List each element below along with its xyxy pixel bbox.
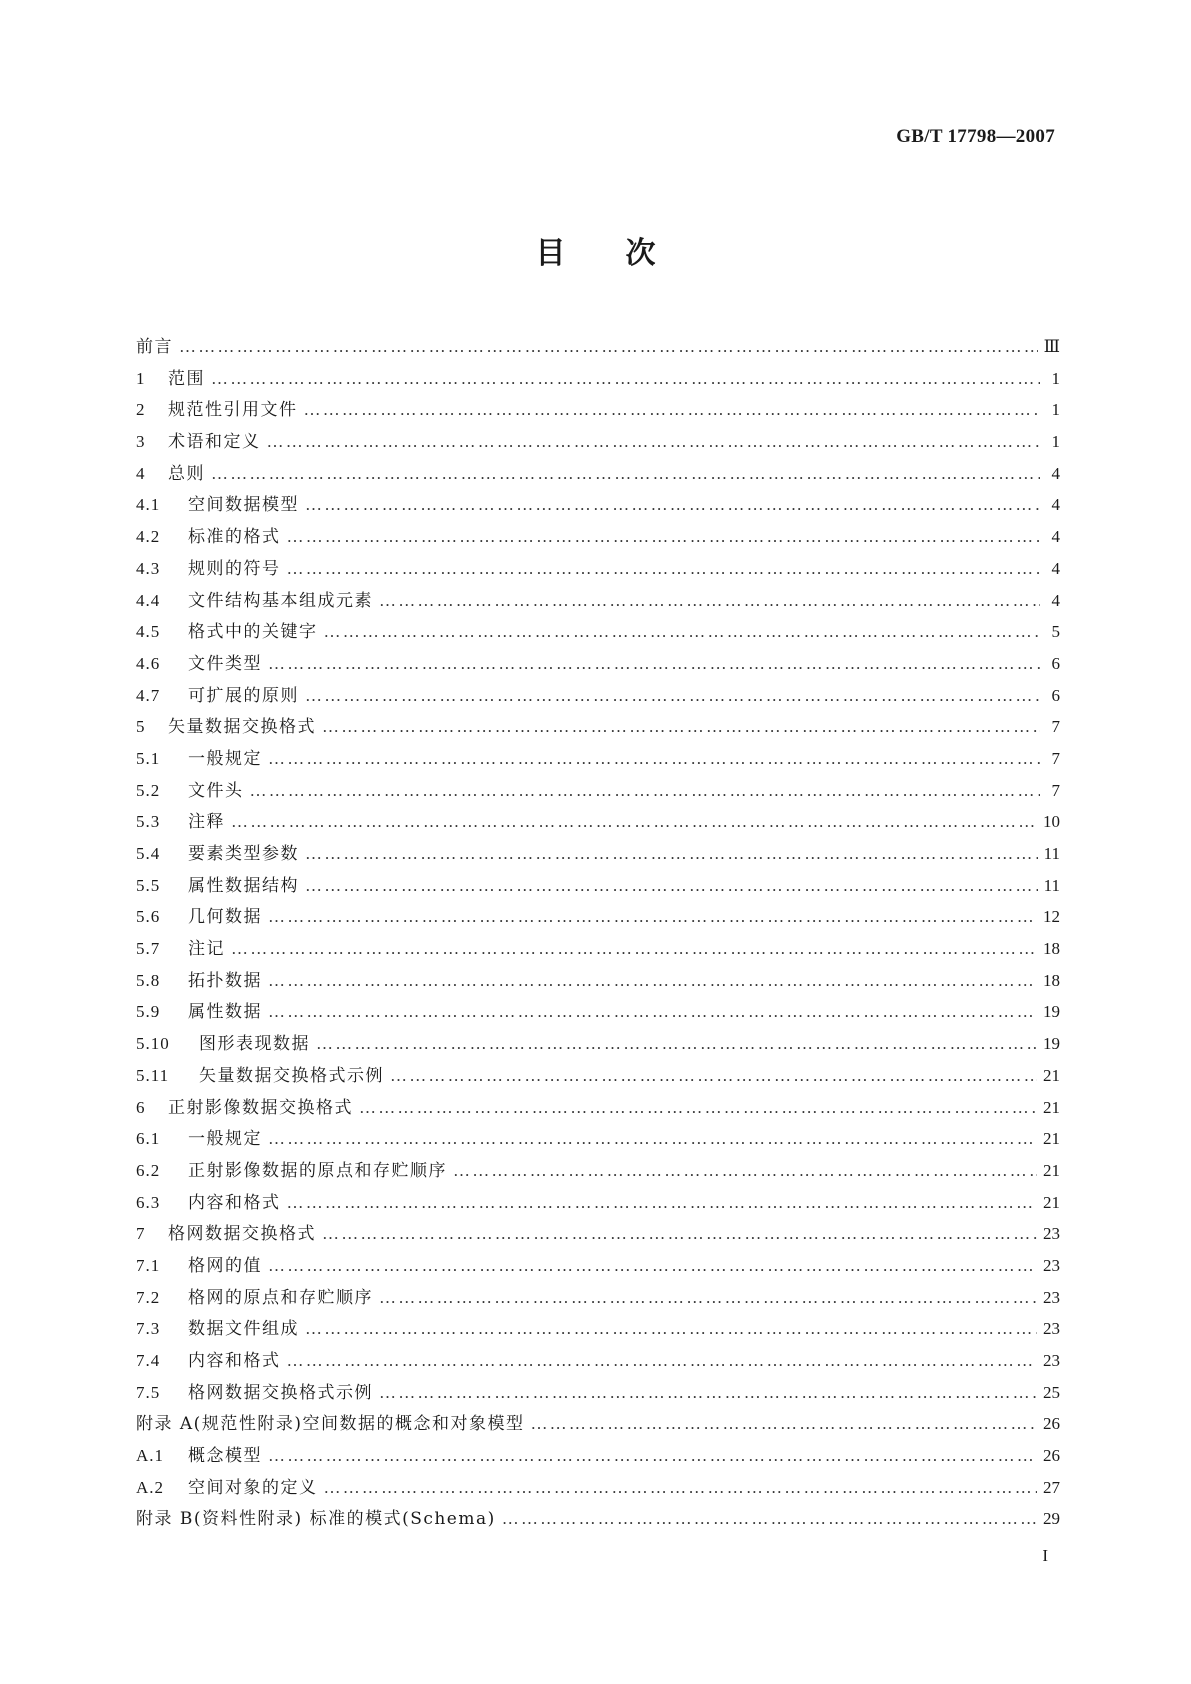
toc-entry[interactable] (136, 1218, 1060, 1250)
toc-entry[interactable] (136, 585, 1060, 617)
toc-entry[interactable] (136, 331, 1060, 363)
toc-dot-leader (231, 806, 1037, 838)
toc-entry-label: 格网的原点和存贮顺序 (188, 1287, 373, 1308)
toc-entry-label: 文件类型 (188, 653, 262, 674)
toc-entry-label: 一般规定 (188, 748, 262, 769)
toc-entry-number: A.1 (136, 1446, 165, 1466)
toc-dot-leader (268, 1123, 1037, 1155)
toc-entry-label: 注释 (188, 812, 225, 833)
toc-entry[interactable] (136, 553, 1060, 585)
toc-entry[interactable] (136, 806, 1060, 838)
toc-dot-leader (179, 331, 1038, 363)
toc-entry-label: 属性数据结构 (188, 875, 299, 896)
toc-entry[interactable] (136, 1250, 1060, 1282)
toc-entry[interactable] (136, 711, 1060, 743)
toc-entry-number: 4.2 (136, 527, 161, 547)
toc-entry-page: 12 (1043, 907, 1060, 927)
toc-entry-page: 1 (1051, 432, 1060, 452)
toc-entry-page: 26 (1043, 1446, 1060, 1466)
toc-entry-page: 19 (1043, 1034, 1060, 1054)
toc-entry-page: 1 (1051, 400, 1060, 420)
toc-entry-page: 4 (1051, 463, 1060, 483)
toc-entry[interactable] (136, 933, 1060, 965)
toc-dot-leader (211, 458, 1040, 490)
toc-entry[interactable] (136, 489, 1060, 521)
toc-entry-page: 11 (1043, 844, 1060, 863)
toc-entry-label: 要素类型参数 (188, 844, 299, 864)
toc-entry-label: 规范性引用文件 (168, 400, 298, 421)
toc-dot-leader (359, 1092, 1037, 1124)
toc-entry-number: 7.3 (136, 1319, 161, 1339)
toc-entry-number: 7.2 (136, 1287, 161, 1307)
toc-entry-label: 矢量数据交换格式 (168, 717, 316, 738)
toc-entry-page: 23 (1043, 1319, 1060, 1339)
toc-entry[interactable] (136, 1440, 1060, 1472)
toc-entry[interactable] (136, 1187, 1060, 1219)
toc-dot-leader (390, 1060, 1037, 1092)
toc-entry-label: 格网数据交换格式示例 (188, 1382, 373, 1403)
toc-entry-number: 6.2 (136, 1160, 161, 1180)
toc-entry-number: 5.2 (136, 780, 161, 800)
toc-entry-label: 格网的值 (188, 1255, 262, 1276)
toc-dot-leader (287, 553, 1041, 585)
toc-entry-label: 可扩展的原则 (188, 685, 299, 706)
toc-entry-label: 正射影像数据交换格式 (168, 1097, 353, 1118)
toc-entry-page: 5 (1051, 622, 1060, 642)
toc-dot-leader (322, 1218, 1037, 1250)
toc-entry-page: 6 (1051, 653, 1060, 673)
toc-entry-number: 5.4 (136, 844, 161, 863)
toc-entry-page: Ⅲ (1043, 337, 1060, 356)
toc-entry[interactable] (136, 965, 1060, 997)
toc-entry-number: 5.9 (136, 1002, 161, 1022)
toc-dot-leader (268, 901, 1037, 933)
toc-entry[interactable] (136, 648, 1060, 680)
toc-entry-page: 7 (1051, 717, 1060, 737)
toc-entry-label: 标准的格式 (188, 527, 281, 548)
toc-entry-page: 21 (1043, 1097, 1060, 1117)
toc-entry-page: 6 (1051, 685, 1060, 705)
toc-entry-label: 文件结构基本组成元素 (188, 590, 373, 611)
standard-code: GB/T 17798—2007 (896, 126, 1055, 147)
toc-dot-leader (305, 838, 1038, 870)
toc-entry-label: 前言 (136, 337, 173, 357)
toc-entry[interactable] (136, 616, 1060, 648)
toc-dot-leader (304, 394, 1041, 426)
toc-entry[interactable] (136, 743, 1060, 775)
toc-entry-page: 26 (1043, 1414, 1060, 1434)
toc-entry-number: 7.4 (136, 1351, 161, 1370)
toc-entry[interactable] (136, 1060, 1060, 1092)
toc-dot-leader (324, 616, 1041, 648)
toc-entry[interactable] (136, 996, 1060, 1028)
toc-entry-number: 4.7 (136, 685, 161, 705)
toc-entry-page: 23 (1043, 1287, 1060, 1307)
toc-dot-leader (287, 1345, 1038, 1377)
toc-entry-page: 4 (1051, 495, 1060, 515)
toc-entry-label: 格网数据交换格式 (168, 1224, 316, 1245)
toc-entry-page: 21 (1043, 1160, 1060, 1180)
toc-entry-label: 概念模型 (188, 1446, 262, 1467)
toc-dot-leader (502, 1503, 1037, 1535)
toc-dot-leader (324, 1472, 1038, 1504)
toc-entry-label: 附录 A(规范性附录)空间数据的概念和对象模型 (136, 1414, 525, 1435)
toc-entry-number: A.2 (136, 1477, 165, 1497)
toc-entry[interactable] (136, 1092, 1060, 1124)
toc-entry[interactable] (136, 521, 1060, 553)
toc-entry-number: 5.1 (136, 748, 161, 768)
toc-entry-page: 4 (1051, 527, 1060, 547)
toc-dot-leader (305, 870, 1038, 902)
toc-entry-page: 21 (1043, 1065, 1060, 1085)
toc-entry[interactable] (136, 870, 1060, 902)
toc-entry-label: 属性数据 (188, 1002, 262, 1023)
toc-entry-page: 18 (1043, 939, 1060, 959)
toc-entry-label: 总则 (168, 463, 205, 484)
toc-entry[interactable] (136, 680, 1060, 712)
toc-entry-page: 11 (1043, 875, 1060, 895)
toc-entry-label: 注记 (188, 939, 225, 960)
toc-dot-leader (268, 965, 1037, 997)
toc-entry-number: 7.5 (136, 1382, 161, 1402)
toc-entry-number: 5 (136, 717, 146, 737)
toc-entry-number: 7.1 (136, 1255, 161, 1275)
toc-entry-label: 数据文件组成 (188, 1319, 299, 1340)
toc-entry-page: 1 (1051, 368, 1060, 388)
toc-entry-number: 4.4 (136, 590, 161, 610)
toc-entry-page: 10 (1043, 812, 1060, 832)
toc-entry-label: 空间对象的定义 (188, 1477, 318, 1498)
toc-entry[interactable] (136, 1282, 1060, 1314)
toc-entry[interactable] (136, 1313, 1060, 1345)
toc-entry-page: 29 (1043, 1509, 1060, 1529)
toc-dot-leader (287, 521, 1041, 553)
toc-entry-page: 19 (1043, 1002, 1060, 1022)
toc-dot-leader (305, 1313, 1037, 1345)
toc-entry-page: 27 (1043, 1477, 1060, 1497)
toc-dot-leader (530, 1408, 1037, 1440)
toc-entry-number: 5.5 (136, 875, 161, 895)
toc-entry[interactable] (136, 426, 1060, 458)
toc-entry-page: 21 (1043, 1129, 1060, 1149)
toc-entry-page: 7 (1051, 780, 1060, 800)
toc-entry-label: 拓扑数据 (188, 970, 262, 991)
toc-dot-leader (379, 1377, 1037, 1409)
toc-entry[interactable] (136, 394, 1060, 426)
toc-entry[interactable] (136, 775, 1060, 807)
toc-entry[interactable] (136, 458, 1060, 490)
toc-entry-label: 文件头 (188, 780, 244, 801)
toc-dot-leader (231, 933, 1037, 965)
toc-dot-leader (268, 996, 1037, 1028)
toc-entry-label: 一般规定 (188, 1129, 262, 1150)
toc-dot-leader (268, 1440, 1037, 1472)
toc-entry-number: 4.5 (136, 622, 161, 642)
toc-entry[interactable] (136, 1377, 1060, 1409)
toc-entry-number: 4.3 (136, 558, 161, 578)
toc-entry-page: 4 (1051, 590, 1060, 610)
toc-entry-number: 2 (136, 400, 146, 420)
toc-entry-label: 附录 B(资料性附录) 标准的模式(Schema) (136, 1509, 496, 1530)
toc-entry[interactable] (136, 1472, 1060, 1504)
toc-entry-label: 正射影像数据的原点和存贮顺序 (188, 1160, 447, 1181)
toc-entry-label: 几何数据 (188, 907, 262, 928)
toc-entry-label: 规则的符号 (188, 558, 281, 579)
toc-entry-page: 23 (1043, 1255, 1060, 1275)
table-of-contents (136, 331, 1060, 1535)
toc-entry[interactable] (136, 1028, 1060, 1060)
toc-entry-label: 范围 (168, 368, 205, 389)
toc-entry-label: 内容和格式 (188, 1192, 281, 1213)
toc-entry-number: 4.6 (136, 653, 161, 673)
toc-entry[interactable] (136, 1345, 1060, 1377)
toc-entry-label: 空间数据模型 (188, 495, 299, 516)
toc-entry-page: 4 (1051, 558, 1060, 578)
toc-entry[interactable] (136, 363, 1060, 395)
toc-entry-number: 5.10 (136, 1034, 170, 1054)
toc-dot-leader (305, 489, 1040, 521)
toc-entry-page: 23 (1043, 1351, 1060, 1370)
toc-dot-leader (305, 680, 1040, 712)
page-title: 目次 (535, 236, 716, 271)
toc-entry[interactable] (136, 1155, 1060, 1187)
toc-entry-label: 图形表现数据 (199, 1034, 310, 1055)
toc-dot-leader (287, 1187, 1038, 1219)
toc-entry-number: 5.11 (136, 1065, 170, 1085)
toc-dot-leader (250, 775, 1041, 807)
toc-entry-number: 6 (136, 1097, 146, 1117)
toc-dot-leader (379, 585, 1040, 617)
toc-entry-number: 7 (136, 1224, 146, 1244)
toc-entry-number: 5.8 (136, 970, 161, 990)
toc-dot-leader (453, 1155, 1037, 1187)
toc-entry-number: 6.1 (136, 1129, 161, 1149)
toc-entry-number: 6.3 (136, 1192, 161, 1212)
toc-entry[interactable] (136, 1408, 1060, 1440)
toc-entry-label: 内容和格式 (188, 1351, 281, 1371)
toc-entry-page: 21 (1043, 1192, 1060, 1212)
toc-entry-page: 7 (1051, 748, 1060, 768)
toc-entry-page: 25 (1043, 1382, 1060, 1402)
toc-dot-leader (316, 1028, 1037, 1060)
page-number: I (1042, 1546, 1048, 1565)
toc-entry-number: 4.1 (136, 495, 161, 515)
toc-entry-number: 3 (136, 432, 146, 452)
toc-entry[interactable] (136, 1503, 1060, 1535)
toc-dot-leader (267, 426, 1041, 458)
toc-dot-leader (322, 711, 1040, 743)
toc-entry-number: 5.3 (136, 812, 161, 832)
toc-entry-label: 矢量数据交换格式示例 (199, 1065, 384, 1086)
toc-entry-number: 4 (136, 463, 146, 483)
toc-entry-label: 格式中的关键字 (188, 622, 318, 643)
toc-entry-number: 5.7 (136, 939, 161, 959)
toc-entry-number: 1 (136, 368, 146, 388)
toc-entry-number: 5.6 (136, 907, 161, 927)
toc-entry-label: 术语和定义 (168, 432, 261, 453)
toc-dot-leader (268, 1250, 1037, 1282)
toc-dot-leader (268, 743, 1040, 775)
toc-dot-leader (268, 648, 1040, 680)
toc-entry[interactable] (136, 838, 1060, 870)
toc-dot-leader (379, 1282, 1037, 1314)
toc-entry-page: 18 (1043, 970, 1060, 990)
toc-dot-leader (211, 363, 1040, 395)
toc-entry[interactable] (136, 1123, 1060, 1155)
toc-entry-page: 23 (1043, 1224, 1060, 1244)
toc-entry[interactable] (136, 901, 1060, 933)
